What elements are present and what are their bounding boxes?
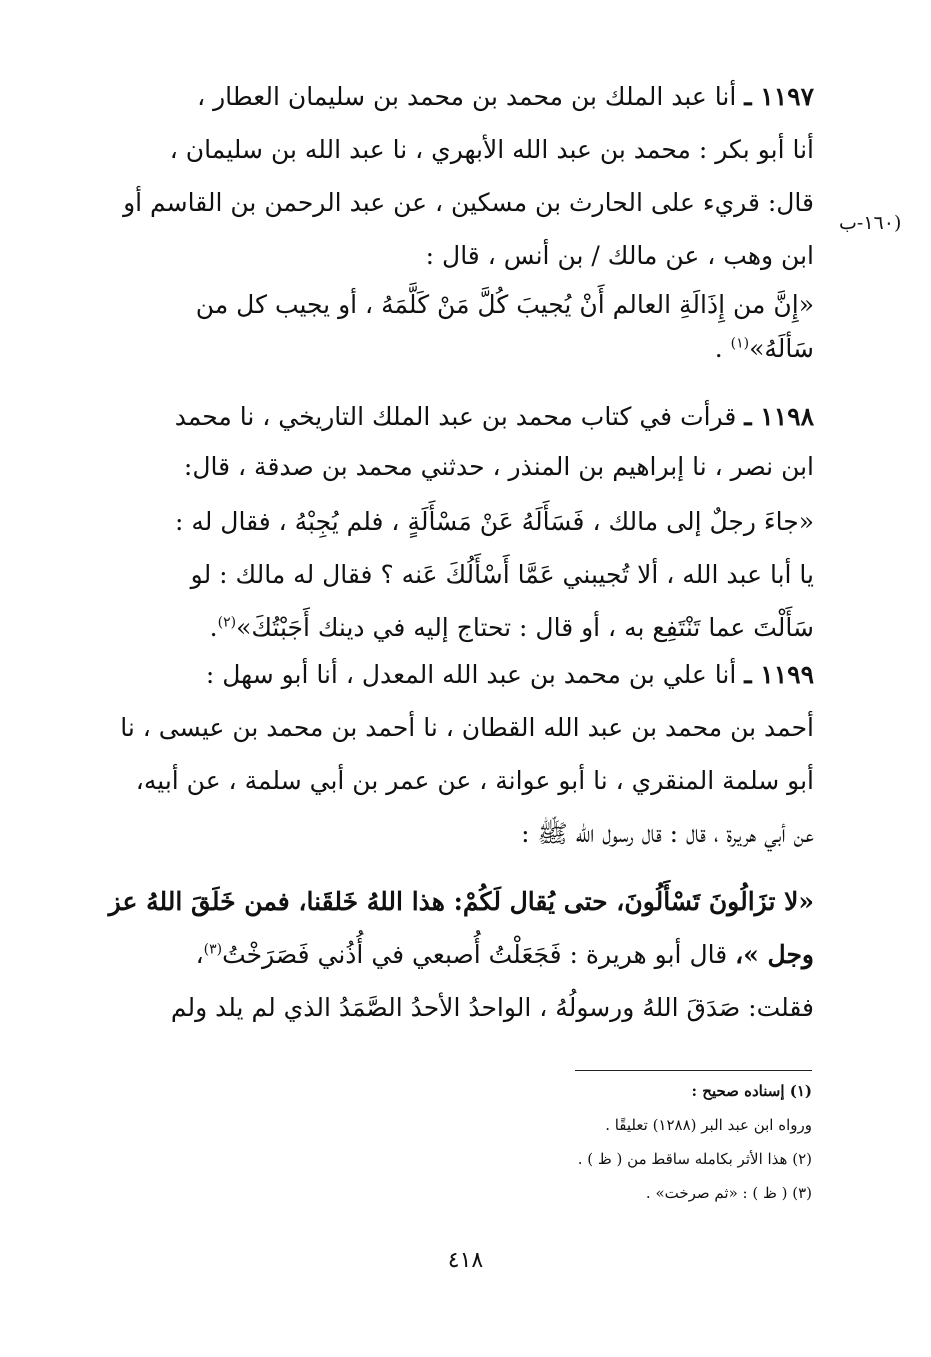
text-line: «لا تزَالُونَ تَسْأَلُونَ، حتى يُقال لَكُمْ: هذا اللهُ خَلقَنا، فمن خَلَقَ اللهُ عز [108, 887, 814, 916]
text-line: أحمد بن محمد بن عبد الله القطان ، نا أحمد بن محمد بن عيسى ، نا [120, 713, 814, 742]
text-line: ابن وهب ، عن مالك / بن أنس ، قال : [425, 241, 814, 270]
line-text: أنا علي بن محمد بن عبد الله المعدل ، أنا أبو سهل : [205, 660, 745, 689]
footnote-ref: (٣) [203, 941, 223, 958]
footnote-divider [575, 1070, 812, 1071]
text-line: يا أبا عبد الله ، ألا تُجيبني عَمَّا أَسْأَلُكَ عَنه ؟ فقال له مالك : لو [190, 560, 814, 589]
hadith-number: ١١٩٨ ـ [744, 402, 814, 431]
text-line: «جاءَ رجلٌ إلى مالك ، فَسَأَلَهُ عَنْ مَسْأَلَةٍ ، فلم يُجِبْهُ ، فقال له : [174, 507, 814, 536]
hadith-number: ١١٩٧ ـ [744, 82, 814, 111]
line-text: سَأَلْتَ عما تَنْتَفِع به ، أو قال : تحتاج إليه في دينك أَجَبْتُكَ» [236, 613, 814, 642]
line-text: قال أبو هريرة : فَجَعَلْتُ أُصبعي في أُذُني فَصَرَخْتُ [222, 940, 736, 969]
text-line: فقلت: صَدَقَ اللهُ ورسولُهُ ، الواحدُ الأحدُ الصَّمَدُ الذي لم يلد ولم [170, 993, 814, 1022]
text-line [82, 928, 814, 981]
footnote: (٣) ( ظ ) : «ثم صرخت» . [645, 1184, 812, 1202]
text-line [82, 70, 814, 123]
line-text: أنا عبد الملك بن محمد بن محمد بن سليمان العطار ، [197, 82, 745, 111]
text-line: أبو سلمة المنقري ، نا أبو عوانة ، عن عمر بن أبي سلمة ، عن أبيه، [135, 766, 814, 795]
line-tail: . [209, 613, 218, 642]
footnotes [440, 1074, 812, 1210]
text-line [82, 601, 814, 654]
line-text: سَأَلَهُ» [749, 334, 814, 363]
footnote: (١) إسناده صحيح : [691, 1082, 812, 1100]
text-line: ابن نصر ، نا إبراهيم بن المنذر ، حدثني محمد بن صدقة ، قال: [183, 452, 814, 481]
text-line [82, 390, 814, 443]
text-line: أنا أبو بكر : محمد بن عبد الله الأبهري ، نا عبد الله بن سليمان ، [169, 135, 814, 164]
hadith-number: ١١٩٩ ـ [744, 660, 814, 689]
quote-1198 [82, 495, 814, 654]
line-tail: ، [195, 940, 204, 969]
page-number: ٤١٨ [447, 1248, 484, 1273]
entry-1199 [82, 648, 814, 860]
margin-note: (١٦٠-ب [839, 212, 902, 234]
entry-1198 [82, 390, 814, 491]
line-tail: . [714, 334, 731, 363]
entry-1197 [82, 70, 814, 282]
footnote: ورواه ابن عبد البر (١٢٨٨) تعليقًا . [605, 1116, 812, 1134]
line-bold: وجل »، [735, 940, 814, 969]
footnote-ref: (١) [730, 335, 750, 352]
line-text: قرأت في كتاب محمد بن عبد الملك التاريخي ، نا محمد [174, 402, 745, 431]
text-line: قال: قريء على الحارث بن مسكين ، عن عبد الرحمن بن القاسم أو [123, 188, 814, 217]
quote-1199 [82, 875, 814, 1034]
text-line: عن أبي هريرة ، قال : قال رسول الله ﷺ : [521, 819, 814, 848]
quote-1197 [82, 278, 814, 367]
footnote: (٢) هذا الأثر بكامله ساقط من ( ظ ) . [577, 1150, 812, 1168]
footnote-ref: (٢) [217, 614, 237, 631]
text-line: «إِنَّ من إِذَالَةِ العالم أَنْ يُجيبَ كُلَّ مَنْ كَلَّمَهُ ، أو يجيب كل من [195, 290, 814, 319]
text-line [82, 648, 814, 701]
text-line [82, 331, 814, 367]
